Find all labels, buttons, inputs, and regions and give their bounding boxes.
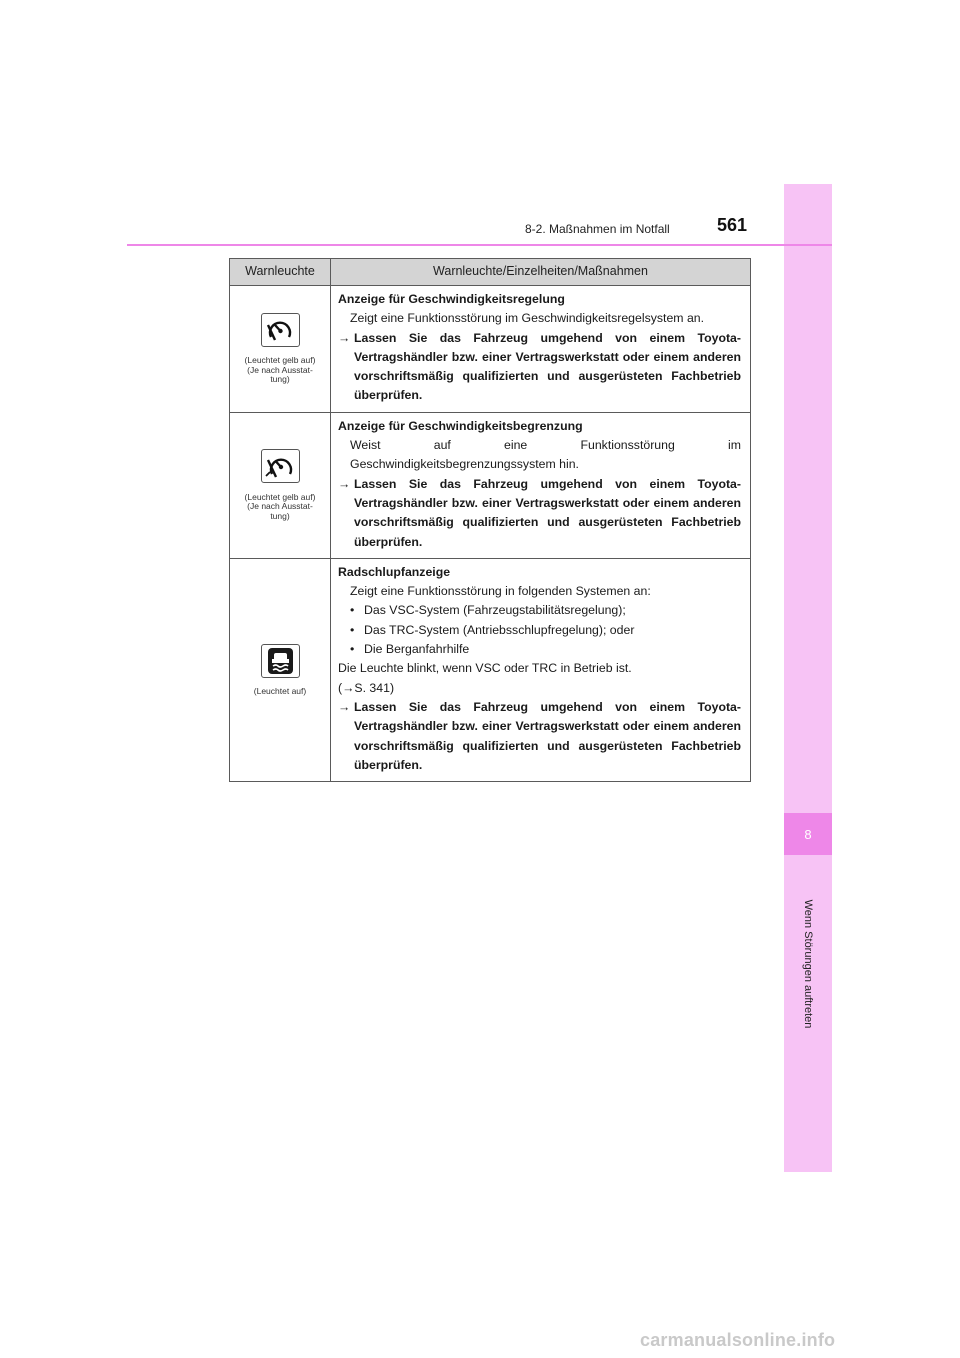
icon-caption-line: (Leuchtet auf): [253, 685, 307, 696]
icon-caption-line: tung): [270, 510, 290, 521]
description-line: Zeigt eine Funktionsstörung im Geschwindigkeitsregelsystem an.: [350, 311, 705, 326]
slip-indicator-icon: [261, 644, 300, 678]
arrow-icon: →: [338, 699, 351, 714]
speed-control-icon: [261, 313, 300, 347]
details-cell: [331, 558, 751, 781]
icon-caption: [230, 493, 330, 522]
table-row: [230, 286, 751, 413]
warning-light-table: [229, 258, 751, 782]
warning-title: Radschlupfanzeige: [338, 564, 451, 579]
description-line: Die Leuchte blinkt, wenn VSC oder TRC in Betrieb ist.: [338, 661, 632, 676]
table-body: [230, 286, 751, 782]
bullet-text: Die Berganfahrhilfe: [364, 642, 470, 657]
action-instruction: [338, 698, 741, 775]
icon-caption: [230, 356, 330, 385]
speed-limiter-icon: [261, 449, 300, 483]
chapter-number: 8: [784, 813, 832, 855]
details-cell: [331, 286, 751, 413]
table-row: [230, 412, 751, 558]
watermark: carmanualsonline.info: [640, 1330, 836, 1350]
action-instruction: [338, 329, 741, 406]
warning-light-cell: [230, 286, 331, 413]
arrow-icon: →: [338, 330, 351, 345]
page-reference: (→S. 341): [338, 680, 395, 695]
section-heading: 8-2. Maßnahmen im Notfall: [525, 222, 670, 236]
icon-caption: [230, 687, 330, 697]
warning-title: Anzeige für Geschwindigkeitsbegrenzung: [338, 418, 583, 433]
description-line: Zeigt eine Funktionsstörung in folgenden Systemen an:: [350, 584, 651, 599]
warning-light-cell: [230, 558, 331, 781]
bullet-item: • Das VSC-System (Fahrzeugstabilitätsregelung);: [350, 603, 626, 618]
action-text: Lassen Sie das Fahrzeug umgehend von einem Toyota-Vertragshändler bzw. einer Vertragswerkstatt oder einem anderen vorschriftsmäßig qualifizierten und ausgerüsteten Fachbetrieb überprüfen.: [354, 330, 741, 403]
bullet-text: Das VSC-System (Fahrzeugstabilitätsregelung);: [364, 603, 626, 618]
arrow-icon: →: [338, 476, 351, 491]
bullet-item: • Das TRC-System (Antriebsschlupfregelung); oder: [350, 622, 635, 637]
header-divider: [127, 244, 832, 246]
action-text: Lassen Sie das Fahrzeug umgehend von einem Toyota-Vertragshändler bzw. einer Vertragswerkstatt oder einem anderen vorschriftsmäßig qualifizierten und ausgerüsteten Fachbetrieb überprüfen.: [354, 476, 741, 549]
icon-caption-line: tung): [270, 374, 290, 385]
action-instruction: [338, 475, 741, 552]
chapter-side-tab: [784, 184, 832, 1172]
warning-title: Anzeige für Geschwindigkeitsregelung: [338, 292, 565, 306]
icon-caption-line: (Je nach Ausstat-: [247, 364, 313, 375]
column-header: Warnleuchte: [230, 259, 331, 286]
action-text: Lassen Sie das Fahrzeug umgehend von einem Toyota-Vertragshändler bzw. einer Vertragswerkstatt oder einem anderen vorschriftsmäßig qualifizierten und ausgerüsteten Fachbetrieb überprüfen.: [354, 699, 741, 772]
table-row: [230, 558, 751, 781]
icon-caption-line: (Je nach Ausstat-: [247, 501, 313, 512]
details-cell: [331, 412, 751, 558]
page-number: 561: [717, 215, 748, 235]
column-header: Warnleuchte/Einzelheiten/Maßnahmen: [331, 259, 751, 286]
icon-caption-line: (Leuchtet gelb auf): [244, 355, 316, 366]
warning-light-cell: [230, 412, 331, 558]
bullet-text: Das TRC-System (Antriebsschlupfregelung); oder: [364, 622, 635, 637]
description-line: Weist auf eine Funktionsstörung im Geschwindigkeitsbegrenzungssystem hin.: [350, 438, 741, 472]
chapter-title: Wenn Störungen auftreten: [802, 899, 814, 1029]
table-header-row: [230, 259, 751, 286]
bullet-item: • Die Berganfahrhilfe: [350, 642, 470, 657]
icon-caption-line: (Leuchtet gelb auf): [244, 491, 316, 502]
